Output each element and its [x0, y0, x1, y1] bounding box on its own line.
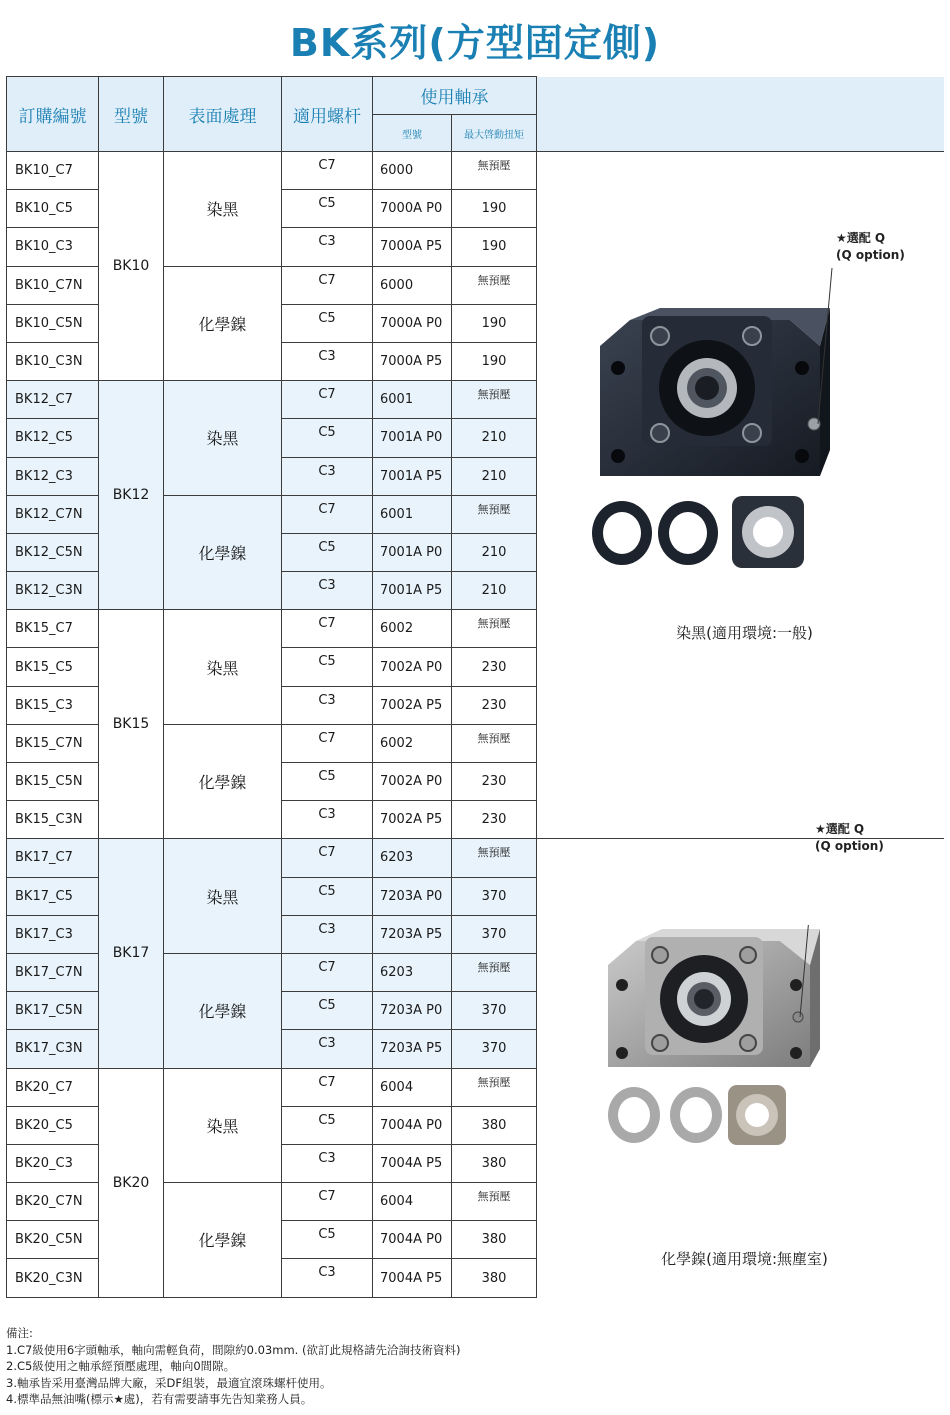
- surface-cell: 染黑: [164, 1068, 282, 1183]
- screw-cell: C3: [282, 686, 373, 724]
- note-item: 2.C5級使用之軸承經預壓處理，軸向0間隙。: [6, 1359, 236, 1373]
- screw-cell: C7: [282, 266, 373, 304]
- surface-cell: 染黑: [164, 381, 282, 496]
- max-torque-cell: 370: [452, 877, 537, 915]
- screw-cell: C3: [282, 228, 373, 266]
- model-cell: BK20: [99, 1068, 164, 1297]
- bearing-type-cell: 7203A P5: [373, 1030, 452, 1068]
- bearing-type-cell: 6001: [373, 381, 452, 419]
- max-torque-cell: 370: [452, 992, 537, 1030]
- max-torque-cell: 無預壓: [452, 1183, 537, 1221]
- max-torque-cell: 無預壓: [452, 495, 537, 533]
- order-no-cell: BK10_C5N: [7, 304, 99, 342]
- bearing-type-cell: 7002A P5: [373, 801, 452, 839]
- bearing-type-cell: 7002A P0: [373, 763, 452, 801]
- model-cell: BK12: [99, 381, 164, 610]
- order-no-cell: BK15_C5N: [7, 763, 99, 801]
- order-no-cell: BK10_C7N: [7, 266, 99, 304]
- screw-cell: C5: [282, 304, 373, 342]
- max-torque-cell: 無預壓: [452, 724, 537, 762]
- order-no-cell: BK20_C5N: [7, 1221, 99, 1259]
- surface-cell: 化學鎳: [164, 953, 282, 1068]
- max-torque-cell: 230: [452, 686, 537, 724]
- bearing-type-cell: 7004A P5: [373, 1259, 452, 1297]
- surface-cell: 化學鎳: [164, 1183, 282, 1298]
- order-no-cell: BK15_C3: [7, 686, 99, 724]
- screw-cell: C5: [282, 992, 373, 1030]
- max-torque-cell: 無預壓: [452, 381, 537, 419]
- bearing-type-cell: 7001A P5: [373, 572, 452, 610]
- order-no-cell: BK15_C5: [7, 648, 99, 686]
- max-torque-cell: 380: [452, 1106, 537, 1144]
- q-option-sub: (Q option): [836, 248, 905, 262]
- order-no-cell: BK10_C5: [7, 190, 99, 228]
- max-torque-cell: 230: [452, 648, 537, 686]
- screw-cell: C5: [282, 1106, 373, 1144]
- bearing-type-cell: 7000A P0: [373, 190, 452, 228]
- screw-cell: C5: [282, 877, 373, 915]
- notes: [6, 1325, 460, 1408]
- bearing-type-cell: 6203: [373, 953, 452, 991]
- screw-cell: C3: [282, 1144, 373, 1182]
- bearing-type-cell: 7002A P0: [373, 648, 452, 686]
- order-no-cell: BK15_C7: [7, 610, 99, 648]
- order-no-cell: BK10_C3N: [7, 342, 99, 380]
- bearing-type-cell: 7001A P5: [373, 457, 452, 495]
- max-torque-cell: 無預壓: [452, 839, 537, 877]
- notes-heading: 備注:: [6, 1326, 33, 1340]
- screw-cell: C5: [282, 533, 373, 571]
- order-no-cell: BK20_C3: [7, 1144, 99, 1182]
- header-bearing: 使用軸承: [373, 77, 537, 115]
- max-torque-cell: 190: [452, 342, 537, 380]
- q-option-label-nickel: [815, 821, 884, 855]
- bearing-type-cell: 6002: [373, 724, 452, 762]
- note-item: 3.軸承皆采用臺灣品牌大廠，采DF組裝，最適宜滾珠螺杆使用。: [6, 1375, 332, 1390]
- max-torque-cell: 380: [452, 1259, 537, 1297]
- order-no-cell: BK17_C5: [7, 877, 99, 915]
- header-max-torque: 最大啓動扭矩: [452, 115, 537, 152]
- order-no-cell: BK12_C3N: [7, 572, 99, 610]
- screw-cell: C5: [282, 1221, 373, 1259]
- max-torque-cell: 370: [452, 915, 537, 953]
- bearing-type-cell: 6000: [373, 152, 452, 190]
- max-torque-cell: 無預壓: [452, 953, 537, 991]
- max-torque-cell: 無預壓: [452, 1068, 537, 1106]
- order-no-cell: BK12_C5N: [7, 533, 99, 571]
- order-no-cell: BK17_C5N: [7, 992, 99, 1030]
- q-option-label-black: [836, 230, 905, 264]
- q-option-sub: (Q option): [815, 839, 884, 853]
- bearing-type-cell: 7000A P0: [373, 304, 452, 342]
- surface-cell: 化學鎳: [164, 724, 282, 839]
- screw-cell: C5: [282, 648, 373, 686]
- screw-cell: C5: [282, 190, 373, 228]
- screw-cell: C7: [282, 495, 373, 533]
- screw-cell: C7: [282, 839, 373, 877]
- screw-cell: C3: [282, 1259, 373, 1297]
- bearing-type-cell: 7000A P5: [373, 342, 452, 380]
- model-cell: BK17: [99, 839, 164, 1068]
- order-no-cell: BK12_C5: [7, 419, 99, 457]
- order-no-cell: BK12_C7N: [7, 495, 99, 533]
- order-no-cell: BK20_C5: [7, 1106, 99, 1144]
- header-surface: 表面處理: [164, 77, 282, 152]
- screw-cell: C3: [282, 915, 373, 953]
- screw-cell: C3: [282, 1030, 373, 1068]
- max-torque-cell: 380: [452, 1221, 537, 1259]
- max-torque-cell: 230: [452, 801, 537, 839]
- bearing-type-cell: 7004A P0: [373, 1106, 452, 1144]
- max-torque-cell: 380: [452, 1144, 537, 1182]
- screw-cell: C5: [282, 419, 373, 457]
- screw-cell: C7: [282, 953, 373, 991]
- surface-cell: 染黑: [164, 610, 282, 725]
- max-torque-cell: 無預壓: [452, 610, 537, 648]
- order-no-cell: BK20_C7: [7, 1068, 99, 1106]
- bearing-type-cell: 7002A P5: [373, 686, 452, 724]
- header-bearing-type: 型號: [373, 115, 452, 152]
- max-torque-cell: 190: [452, 304, 537, 342]
- screw-cell: C7: [282, 381, 373, 419]
- max-torque-cell: 無預壓: [452, 152, 537, 190]
- surface-cell: 染黑: [164, 839, 282, 954]
- bearing-type-cell: 7004A P0: [373, 1221, 452, 1259]
- screw-cell: C7: [282, 724, 373, 762]
- order-no-cell: BK15_C7N: [7, 724, 99, 762]
- header-order-no: 訂購編號: [7, 77, 99, 152]
- bearing-type-cell: 6000: [373, 266, 452, 304]
- screw-cell: C3: [282, 801, 373, 839]
- bearing-type-cell: 6004: [373, 1068, 452, 1106]
- max-torque-cell: 230: [452, 763, 537, 801]
- max-torque-cell: 190: [452, 228, 537, 266]
- max-torque-cell: 370: [452, 1030, 537, 1068]
- max-torque-cell: 210: [452, 419, 537, 457]
- bearing-type-cell: 7203A P0: [373, 992, 452, 1030]
- order-no-cell: BK17_C7: [7, 839, 99, 877]
- max-torque-cell: 210: [452, 572, 537, 610]
- order-no-cell: BK17_C3: [7, 915, 99, 953]
- product-photo-black: [590, 228, 910, 578]
- image-panel-black: [537, 77, 944, 152]
- screw-cell: C7: [282, 152, 373, 190]
- screw-cell: C3: [282, 342, 373, 380]
- note-item: 4.標準品無油嘴(標示★處)，若有需要請事先告知業務人員。: [6, 1392, 313, 1406]
- surface-cell: 化學鎳: [164, 495, 282, 610]
- order-no-cell: BK12_C3: [7, 457, 99, 495]
- bearing-type-cell: 7001A P0: [373, 419, 452, 457]
- q-option-text: ★選配 Q: [836, 231, 886, 245]
- max-torque-cell: 210: [452, 457, 537, 495]
- screw-cell: C7: [282, 1068, 373, 1106]
- surface-cell: 化學鎳: [164, 266, 282, 381]
- bearing-type-cell: 7203A P0: [373, 877, 452, 915]
- bearing-type-cell: 7000A P5: [373, 228, 452, 266]
- bearing-type-cell: 6001: [373, 495, 452, 533]
- order-no-cell: BK15_C3N: [7, 801, 99, 839]
- bearing-type-cell: 7203A P5: [373, 915, 452, 953]
- model-cell: BK10: [99, 152, 164, 381]
- header-model: 型號: [99, 77, 164, 152]
- model-cell: BK15: [99, 610, 164, 839]
- max-torque-cell: 210: [452, 533, 537, 571]
- bearing-type-cell: 7004A P5: [373, 1144, 452, 1182]
- caption-black: 染黑(適用環境:一般): [676, 624, 813, 642]
- bearing-type-cell: 7001A P0: [373, 533, 452, 571]
- order-no-cell: BK10_C7: [7, 152, 99, 190]
- screw-cell: C3: [282, 572, 373, 610]
- order-no-cell: BK12_C7: [7, 381, 99, 419]
- screw-cell: C7: [282, 610, 373, 648]
- caption-nickel: 化學鎳(適用環境:無塵室): [661, 1250, 828, 1268]
- max-torque-cell: 190: [452, 190, 537, 228]
- bearing-type-cell: 6203: [373, 839, 452, 877]
- screw-cell: C3: [282, 457, 373, 495]
- order-no-cell: BK17_C3N: [7, 1030, 99, 1068]
- order-no-cell: BK17_C7N: [7, 953, 99, 991]
- header-screw: 適用螺杆: [282, 77, 373, 152]
- q-option-text: ★選配 Q: [815, 822, 865, 836]
- product-photo-nickel: [600, 925, 920, 1155]
- order-no-cell: BK20_C7N: [7, 1183, 99, 1221]
- surface-cell: 染黑: [164, 152, 282, 267]
- screw-cell: C7: [282, 1183, 373, 1221]
- bearing-type-cell: 6004: [373, 1183, 452, 1221]
- screw-cell: C5: [282, 763, 373, 801]
- order-no-cell: BK20_C3N: [7, 1259, 99, 1297]
- note-item: 1.C7級使用6字頭軸承，軸向需輕負荷，間隙約0.03mm. (欲訂此規格請先洽詢技術資料): [6, 1342, 461, 1357]
- page-title: BK系列(方型固定側): [289, 21, 661, 65]
- bearing-type-cell: 6002: [373, 610, 452, 648]
- max-torque-cell: 無預壓: [452, 266, 537, 304]
- order-no-cell: BK10_C3: [7, 228, 99, 266]
